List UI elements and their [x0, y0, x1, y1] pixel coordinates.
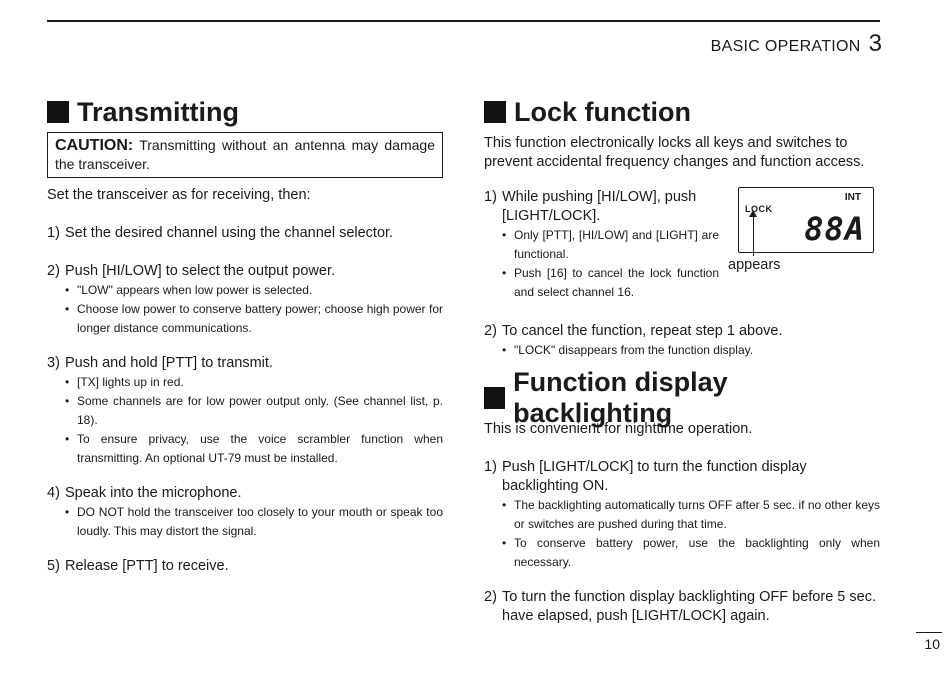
tx-step-5	[47, 557, 443, 576]
pointer-arrow-icon	[753, 216, 754, 256]
step-number: 4)	[47, 485, 60, 501]
top-rule	[47, 20, 880, 22]
list-item: • To conserve battery power, use the backlighting only when necessary.	[502, 534, 880, 572]
step-text: While pushing [HI/LOW], push [LIGHT/LOCK].	[502, 189, 697, 224]
step-number: 3)	[47, 355, 60, 371]
function-display	[738, 187, 874, 253]
step-number: 2)	[484, 323, 497, 339]
step-number: 1)	[484, 189, 497, 205]
backlight-title: Function display backlighting	[513, 367, 728, 428]
step-text: Push and hold [PTT] to transmit.	[65, 355, 273, 371]
tx-step-4	[47, 484, 443, 503]
lock-step-2	[484, 322, 880, 341]
list-item: • "LOCK" disappears from the function display.	[502, 341, 880, 360]
backlight-heading	[484, 367, 880, 428]
page-header	[711, 30, 882, 58]
lock-step-1	[484, 188, 719, 226]
lock-display-illustration	[728, 187, 878, 273]
transmitting-title: Transmitting	[77, 96, 240, 127]
step-number: 1)	[47, 225, 60, 241]
list-item: • Choose low power to conserve battery power; choose high power for longer distance communications.	[65, 300, 443, 338]
step-text: Set the desired channel using the channel selector.	[65, 225, 394, 241]
lock-heading	[484, 92, 880, 132]
list-item: • Some channels are for low power output only. (See channel list, p. 18).	[65, 392, 443, 430]
header-title: BASIC OPERATION	[710, 38, 861, 55]
section-marker-icon	[484, 101, 506, 123]
section-marker-icon	[47, 101, 69, 123]
step-number: 2)	[484, 589, 497, 605]
step-text: Push [LIGHT/LOCK] to turn the function display backlighting ON.	[502, 459, 807, 494]
tx-step-1	[47, 224, 443, 243]
caution-box	[47, 132, 443, 178]
step-number: 2)	[47, 263, 60, 279]
int-indicator: INT	[844, 192, 861, 203]
list-item: • [TX] lights up in red.	[65, 373, 443, 392]
lock-indicator: LOCK	[745, 204, 773, 214]
lock-step-2-bullets	[502, 341, 880, 360]
transmitting-heading	[47, 92, 443, 132]
lock-title: Lock function	[514, 96, 691, 127]
step-text: Speak into the microphone.	[65, 485, 242, 501]
tx-step-3-bullets	[65, 373, 443, 468]
step-number: 5)	[47, 558, 60, 574]
list-item: • Push [16] to cancel the lock function and select channel 16.	[502, 264, 719, 302]
step-number: 1)	[484, 459, 497, 475]
caution-label: CAUTION:	[55, 137, 134, 154]
page-number-rule	[916, 632, 942, 633]
right-column	[484, 92, 880, 626]
list-item: • The backlighting automatically turns OFF after 5 sec. if no other keys or switches are pushed during that time.	[502, 496, 880, 534]
tx-step-2-bullets	[65, 281, 443, 338]
list-item: • To ensure privacy, use the voice scrambler function when transmitting. An optional UT-79 must be installed.	[65, 430, 443, 468]
tx-step-4-bullets	[65, 503, 443, 541]
display-caption: appears	[728, 257, 781, 273]
page-number: 10	[924, 636, 940, 652]
section-marker-icon	[484, 387, 505, 409]
step-text: To turn the function display backlighting OFF before 5 sec. have elapsed, push [LIGHT/LOCK] again.	[502, 589, 876, 624]
list-item: • Only [PTT], [HI/LOW] and [LIGHT] are functional.	[502, 226, 719, 264]
step-text: Release [PTT] to receive.	[65, 558, 229, 574]
backlight-intro: This is convenient for nighttime operation.	[484, 421, 753, 437]
channel-digits: 88A	[804, 210, 865, 248]
tx-step-3	[47, 354, 443, 373]
tx-step-2	[47, 262, 443, 281]
caution-text: Transmitting without an antenna may damage the transceiver.	[55, 137, 435, 172]
list-item: • DO NOT hold the transceiver too closely to your mouth or speak too loudly. This may distort the signal.	[65, 503, 443, 541]
list-item: • "LOW" appears when low power is selected.	[65, 281, 443, 300]
left-column	[47, 92, 443, 576]
step-text: To cancel the function, repeat step 1 above.	[502, 323, 783, 339]
bl-step-1-bullets	[502, 496, 880, 572]
lock-step-1-block	[484, 188, 719, 302]
bl-step-2	[484, 588, 880, 626]
chapter-number: 3	[868, 30, 882, 57]
lock-intro: This function electronically locks all keys and switches to prevent accidental frequency changes and function access.	[484, 135, 865, 170]
transmitting-intro: Set the transceiver as for receiving, then:	[47, 187, 311, 203]
step-text: Push [HI/LOW] to select the output power.	[65, 263, 335, 279]
bl-step-1	[484, 458, 880, 496]
lock-step-1-bullets	[502, 226, 719, 302]
